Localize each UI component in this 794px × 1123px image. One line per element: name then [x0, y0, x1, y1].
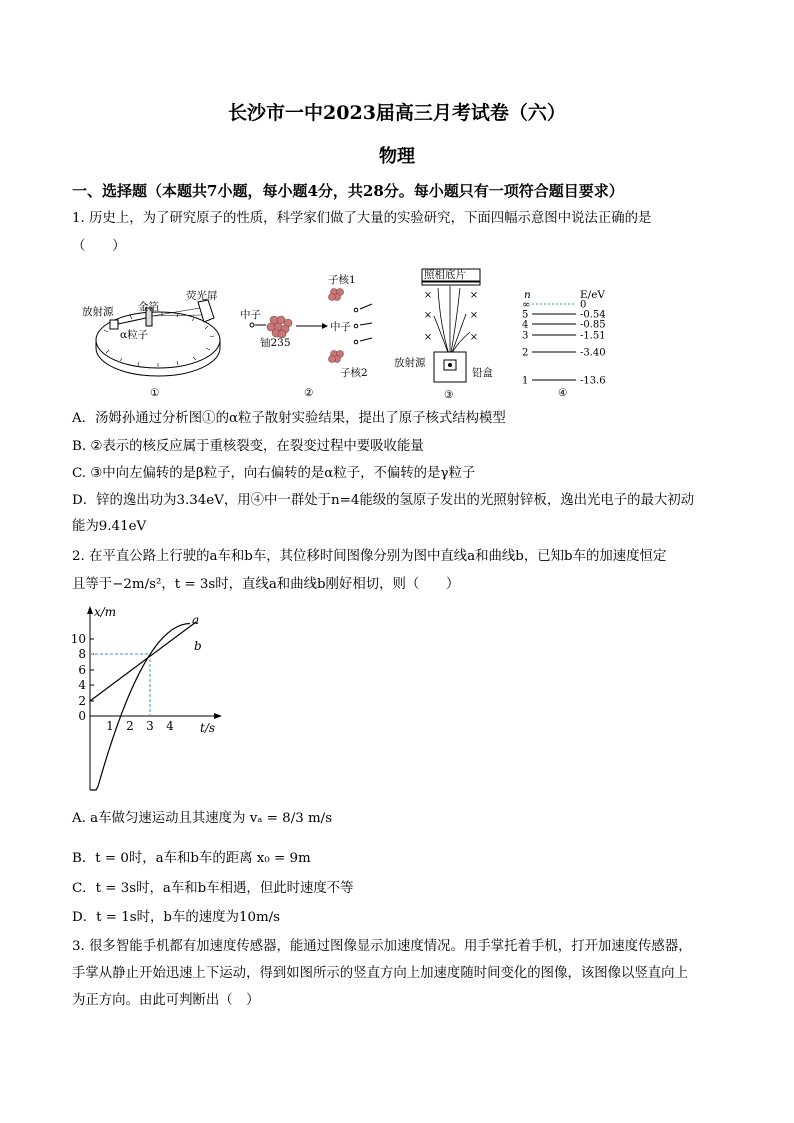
figure-fission [238, 268, 388, 400]
q3-line2: 手掌从静止开始迅速上下运动，得到如图所示的竖直方向上加速度随时间变化的图像，该图像以竖直向上 [72, 966, 688, 981]
q2-stem-line1: 2. 在平直公路上行驶的a车和b车，其位移时间图像分别为图中直线a和曲线b，已知b车的加速度恒定 [72, 549, 667, 564]
figure-radiation-field [390, 266, 510, 400]
energy-level-value: -0.85 [580, 319, 606, 331]
y-tick-2: 2 [78, 694, 86, 708]
svg-text:×: × [469, 290, 479, 301]
energy-level-n: 2 [522, 347, 529, 359]
figure-number-2: ② [304, 387, 314, 399]
label-neutron-in: 中子 [240, 309, 261, 321]
x-tick-4: 4 [166, 719, 174, 733]
q2-option-b: B．t = 0时，a车和b车的距离 x₀ = 9m [72, 851, 311, 866]
figure-energy-levels [514, 284, 626, 400]
y-tick-0: 0 [78, 709, 86, 723]
energy-level-value: -0.54 [580, 309, 606, 321]
q1-option-d-line1: D．锌的逸出功为3.34eV，用④中一群处于n=4能级的氢原子发出的光照射锌板，逸出光电子的最大初动 [72, 493, 695, 508]
label-film: 照相底片 [424, 269, 466, 281]
y-tick-4: 4 [78, 678, 86, 692]
energy-level-value: -13.6 [580, 375, 606, 387]
svg-text:×: × [469, 310, 479, 321]
q2-option-c: C．t = 3s时，a车和b车相遇，但此时速度不等 [72, 881, 354, 896]
label-nucleus2: 子核2 [340, 367, 368, 379]
section-heading: 一、选择题（本题共7小题，每小题4分，共28分。每小题只有一项符合题目要求） [72, 182, 624, 200]
label-n: n [524, 289, 531, 301]
line-a [90, 622, 196, 701]
q1-stem-line2: （ ） [72, 239, 126, 254]
subject-title: 物理 [379, 146, 415, 167]
label-lead-box: 铅盒 [472, 367, 493, 379]
y-tick-6: 6 [78, 663, 86, 677]
energy-level-n: 4 [522, 319, 529, 331]
y-tick-10: 10 [70, 632, 86, 646]
xt-graph [70, 604, 230, 794]
energy-level-n: ∞ [522, 299, 531, 311]
q1-option-d-line2: 能为9.41eV [72, 519, 147, 534]
q3-line1: 3. 很多智能手机都有加速度传感器，能通过图像显示加速度情况。用手掌托着手机，打开加速度传感器， [72, 939, 692, 954]
curve-b-label: b [194, 639, 202, 653]
svg-text:×: × [423, 310, 433, 321]
x-axis-label: t/s [200, 721, 216, 735]
exam-title: 长沙市一中2023届高三月考试卷（六） [228, 102, 566, 124]
q2-option-a: A. a车做匀速运动且其速度为 vₐ = 8/3 m/s [72, 811, 333, 826]
q1-option-c: C. ③中向左偏转的是β粒子，向右偏转的是α粒子，不偏转的是γ粒子 [72, 466, 476, 481]
label-foil: 金箔 [138, 301, 159, 313]
svg-text:×: × [469, 332, 479, 343]
label-source: 放射源 [82, 306, 114, 318]
curve-a-label: a [192, 613, 200, 627]
curve-b [90, 624, 190, 790]
label-alpha: α粒子 [120, 329, 149, 341]
label-E: E/eV [580, 289, 605, 301]
q1-option-a: A．汤姆孙通过分析图①的α粒子散射实验结果，提出了原子核式结构模型 [72, 411, 506, 426]
figure-alpha-scattering [80, 282, 230, 400]
label-nucleus1: 子核1 [328, 274, 356, 286]
energy-level-n: 5 [522, 309, 529, 321]
energy-level-n: 3 [522, 330, 529, 342]
label-rad-source: 放射源 [394, 357, 426, 369]
label-uranium: 铀235 [260, 337, 291, 349]
q1-stem-line1: 1. 历史上，为了研究原子的性质，科学家们做了大量的实验研究，下面四幅示意图中说法正确的是 [72, 211, 652, 226]
q2-option-d: D．t = 1s时，b车的速度为10m/s [72, 910, 281, 925]
q2-stem-line2: 且等于−2m/s²，t = 3s时，直线a和曲线b刚好相切，则（ ） [72, 577, 460, 592]
x-tick-1: 1 [106, 719, 114, 733]
x-tick-3: 3 [146, 719, 154, 733]
q1-option-b: B. ②表示的核反应属于重核裂变，在裂变过程中要吸收能量 [72, 439, 424, 454]
figure-number-4: ④ [558, 387, 568, 399]
energy-level-value: 0 [580, 299, 587, 311]
y-axis-label: x/m [94, 605, 117, 619]
svg-text:×: × [423, 290, 433, 301]
y-tick-8: 8 [78, 647, 86, 661]
energy-level-value: -3.40 [580, 347, 606, 359]
energy-level-n: 1 [522, 375, 529, 387]
figure-number-1: ① [150, 387, 160, 399]
svg-text:×: × [423, 332, 433, 343]
label-neutron-out: 中子 [330, 321, 351, 333]
q3-line3: 为正方向。由此可判断出（ ） [72, 993, 260, 1008]
figure-number-3: ③ [444, 389, 454, 400]
x-tick-2: 2 [126, 719, 134, 733]
energy-level-value: -1.51 [580, 330, 606, 342]
label-screen: 荧光屏 [186, 290, 218, 302]
